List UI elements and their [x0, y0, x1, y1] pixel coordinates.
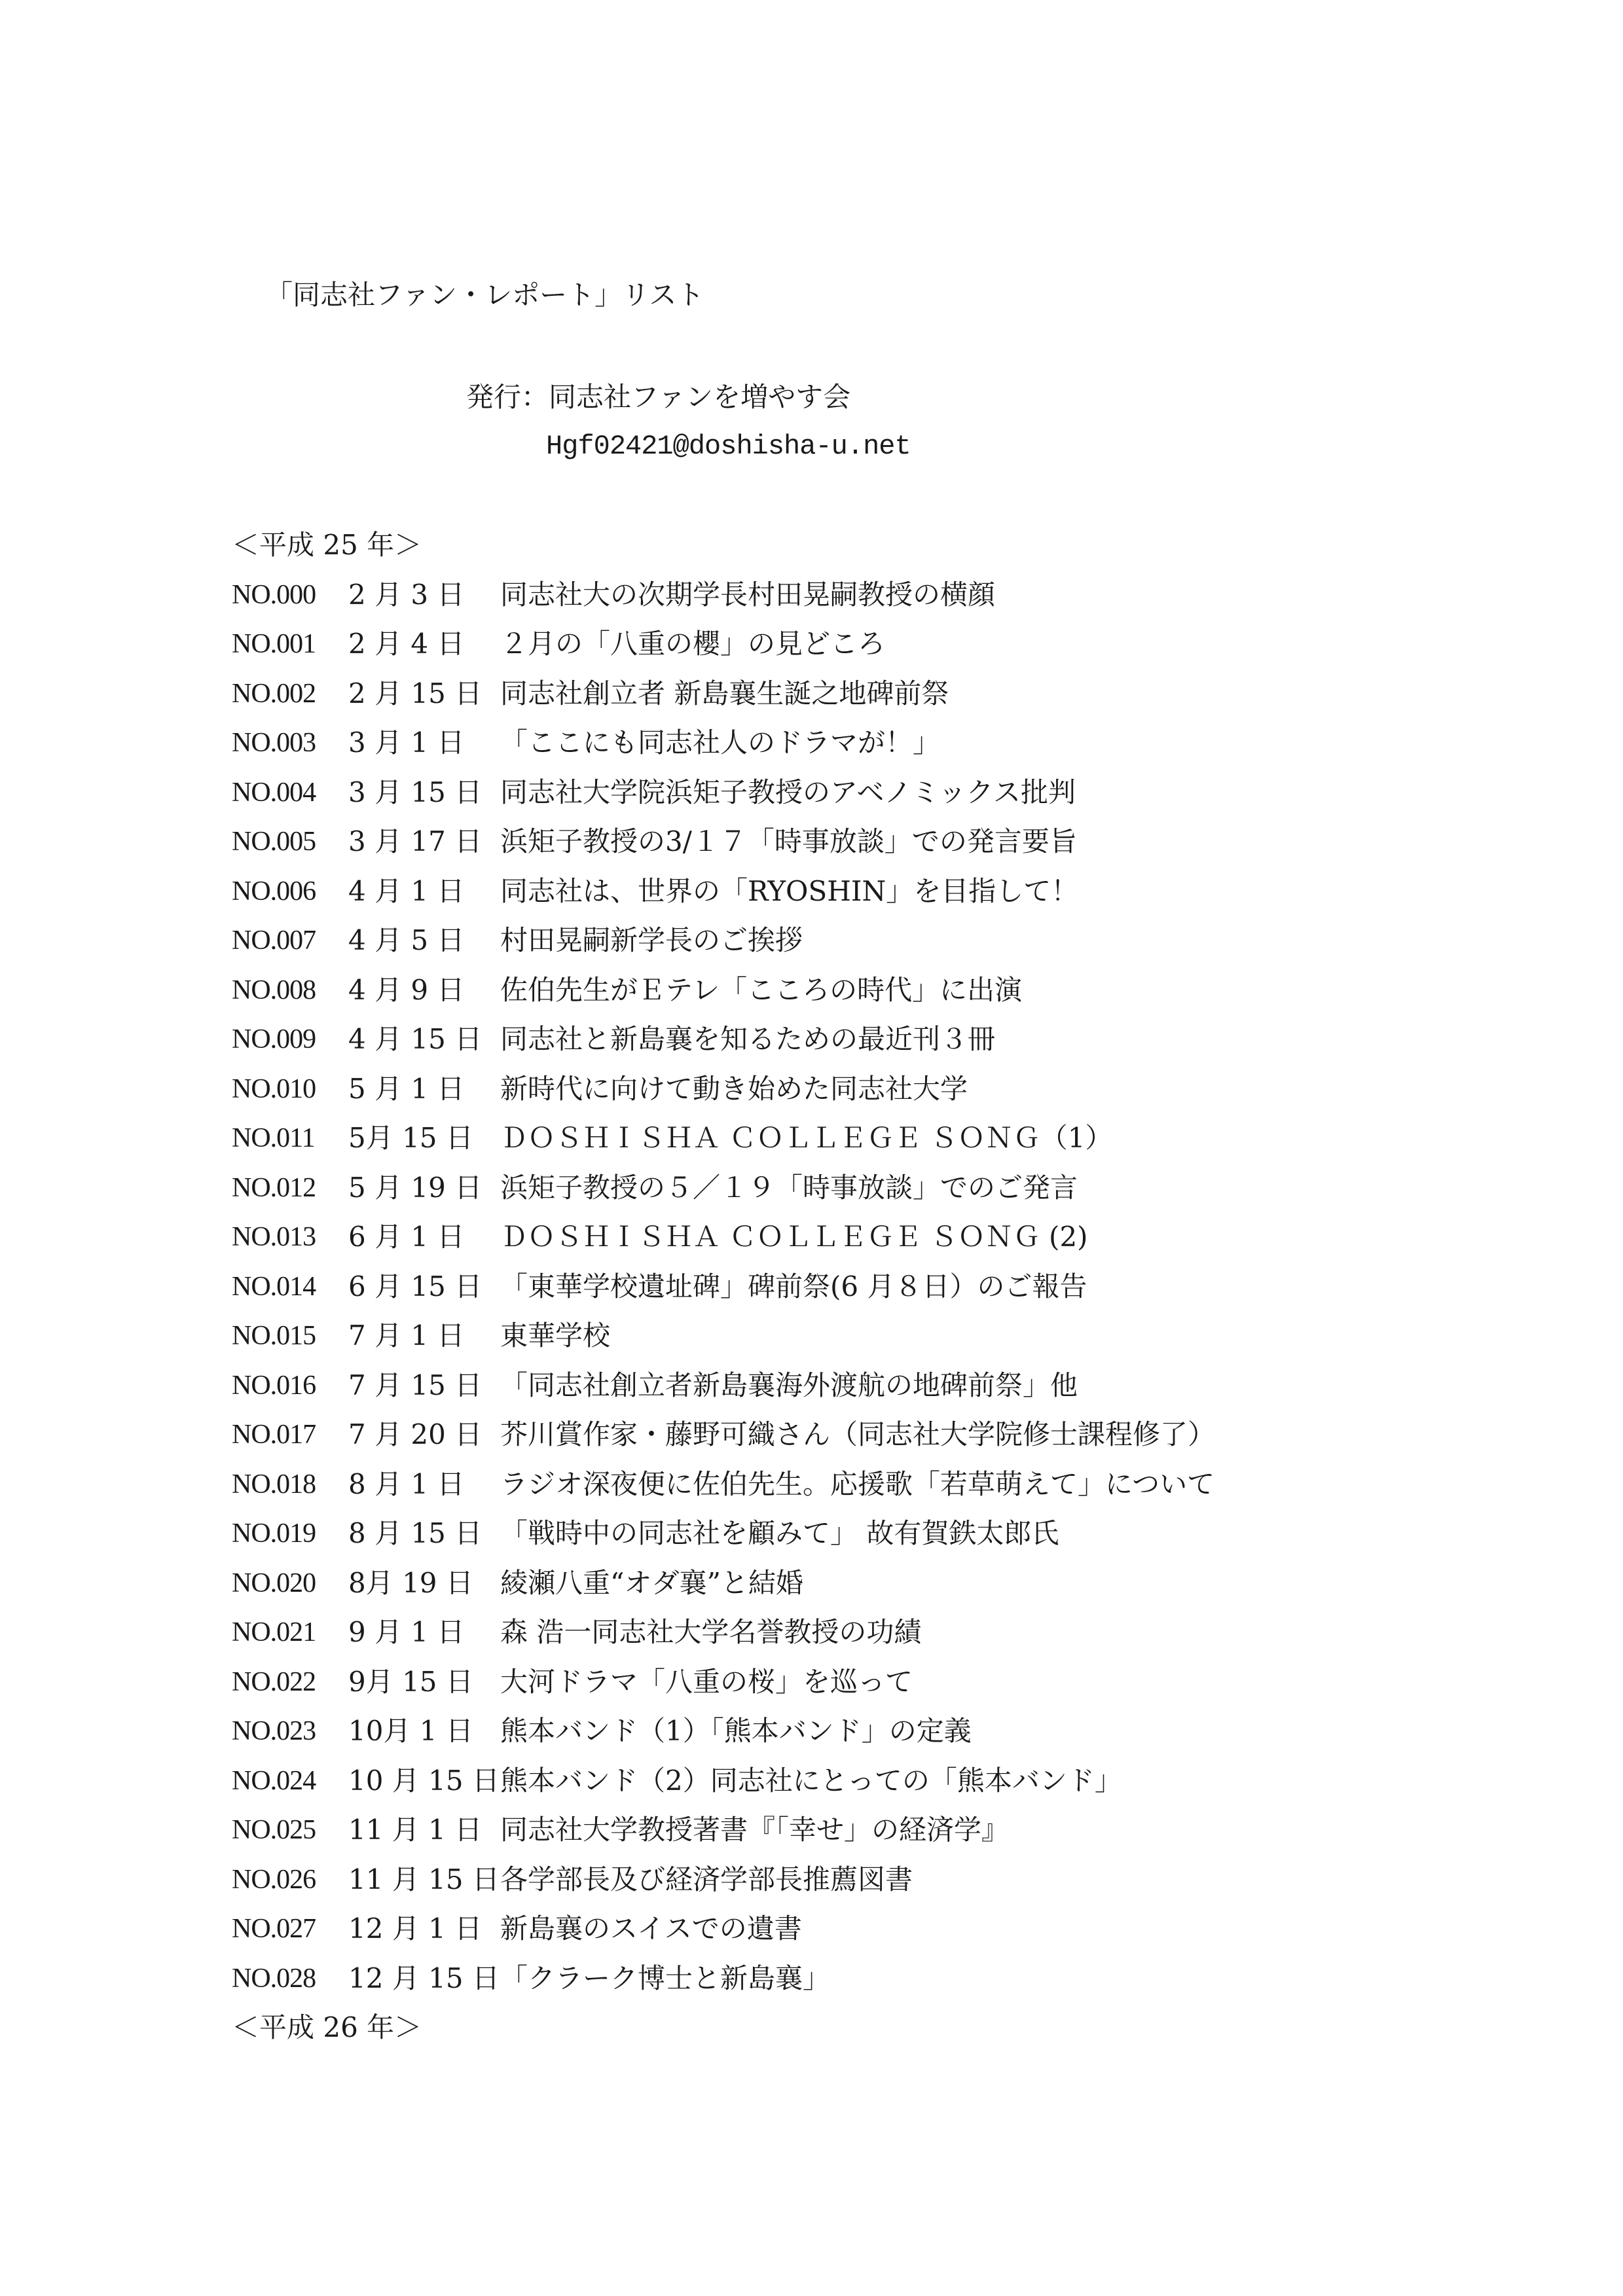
report-title: 大河ドラマ「八重の桜」を巡って: [500, 1665, 913, 1698]
report-title: 佐伯先生がＥテレ「こころの時代」に出演: [500, 973, 1023, 1006]
report-title: 新島襄のスイスでの遺書: [500, 1912, 802, 1945]
report-number: NO.013: [232, 1222, 316, 1252]
list-item: [232, 973, 1023, 1026]
report-date: 2 月 15 日: [348, 677, 483, 709]
report-title: 「東華学校遺址碑」碑前祭(6 月８日）のご報告: [500, 1270, 1087, 1302]
report-number: NO.026: [232, 1864, 316, 1895]
report-number: NO.012: [232, 1172, 316, 1203]
list-item: [232, 1715, 972, 1767]
list-item: [232, 1863, 913, 1916]
report-date: 8月 19 日: [348, 1566, 473, 1599]
report-date: 8 月 1 日: [348, 1467, 465, 1500]
list-item: [232, 874, 1079, 927]
report-date: 4 月 15 日: [348, 1023, 483, 1055]
report-number: NO.021: [232, 1617, 316, 1647]
report-number: NO.020: [232, 1568, 316, 1598]
report-number: NO.022: [232, 1666, 316, 1697]
report-title: 「同志社創立者新島襄海外渡航の地碑前祭」他: [500, 1369, 1078, 1401]
report-date: 4 月 5 日: [348, 924, 465, 956]
list-item: [232, 1962, 831, 2015]
report-date: 9 月 1 日: [348, 1616, 465, 1648]
report-date: 4 月 9 日: [348, 973, 465, 1006]
report-number: NO.024: [232, 1765, 316, 1796]
report-number: NO.008: [232, 975, 316, 1005]
list-item: [232, 1122, 1113, 1174]
report-title: 「クラーク博士と新島襄」: [500, 1962, 831, 1994]
report-title: ＤＯＳＨＩＳＨＡ ＣＯＬＬＥＧＥ ＳＯＮＧ (2): [500, 1221, 1088, 1253]
list-item: [232, 677, 949, 730]
report-number: NO.000: [232, 579, 316, 610]
report-date: 10 月 15 日: [348, 1764, 500, 1797]
report-number: NO.010: [232, 1073, 316, 1104]
list-item: [232, 1171, 1078, 1224]
list-item: [232, 776, 1076, 829]
list-item: [232, 1418, 1216, 1471]
report-date: 7 月 15 日: [348, 1369, 483, 1401]
list-item: [232, 1369, 1078, 1422]
report-date: 8 月 15 日: [348, 1517, 483, 1549]
list-item: [232, 726, 941, 779]
contact-email[interactable]: Hgf02421@doshisha-u.net: [546, 431, 911, 462]
report-title: ２月の「八重の櫻」の見どころ: [500, 628, 886, 660]
report-title: 「戦時中の同志社を顧みて」 故有賀鉄太郎氏: [500, 1517, 1059, 1549]
report-title: 浜矩子教授の５／１９「時事放談」でのご発言: [500, 1171, 1078, 1204]
report-date: 2 月 4 日: [348, 628, 465, 660]
report-title: 芥川賞作家・藤野可織さん（同志社大学院修士課程修了）: [500, 1418, 1216, 1450]
publisher-line: 発行：同志社ファンを増やす会: [466, 381, 851, 413]
report-date: 4 月 1 日: [348, 874, 465, 907]
report-date: 6 月 1 日: [348, 1221, 465, 1253]
report-title: 浜矩子教授の3/１７「時事放談」での発言要旨: [500, 825, 1077, 857]
list-item: [232, 628, 886, 680]
list-item: [232, 1517, 1059, 1570]
report-number: NO.025: [232, 1815, 316, 1845]
report-number: NO.014: [232, 1271, 316, 1302]
report-date: 12 月 15 日: [348, 1962, 500, 1994]
report-title: 同志社大の次期学長村田晃嗣教授の横顔: [500, 578, 996, 611]
report-date: 3 月 17 日: [348, 825, 483, 857]
report-number: NO.009: [232, 1024, 316, 1054]
report-number: NO.006: [232, 876, 316, 906]
report-title: 熊本バンド（2）同志社にとっての「熊本バンド」: [500, 1764, 1122, 1797]
list-item: [232, 1764, 1122, 1817]
report-title: ＤＯＳＨＩＳＨＡ ＣＯＬＬＥＧＥ ＳＯＮＧ（1）: [500, 1122, 1113, 1154]
report-number: NO.005: [232, 827, 316, 857]
report-date: 3 月 1 日: [348, 726, 465, 759]
report-date: 11 月 15 日: [348, 1863, 500, 1895]
list-item: [232, 1912, 802, 1965]
report-title: 「ここにも同志社人のドラマが！」: [500, 726, 941, 759]
report-title: 同志社と新島襄を知るための最近刊３冊: [500, 1023, 996, 1055]
report-title: 同志社創立者 新島襄生誕之地碑前祭: [500, 677, 949, 709]
list-item: [232, 1023, 996, 1075]
list-item: [232, 1467, 1215, 1520]
report-number: NO.011: [232, 1123, 315, 1153]
report-date: 7 月 20 日: [348, 1418, 483, 1450]
report-title: 各学部長及び経済学部長推薦図書: [500, 1863, 913, 1895]
report-number: NO.018: [232, 1469, 316, 1499]
list-item: [232, 1616, 922, 1668]
report-title: 東華学校: [500, 1319, 611, 1352]
report-title: 同志社大学教授著書『「幸せ」の経済学』: [500, 1814, 1010, 1846]
list-item: [232, 1270, 1087, 1323]
report-title: 新時代に向けて動き始めた同志社大学: [500, 1072, 968, 1105]
report-date: 5 月 19 日: [348, 1171, 483, 1204]
report-number: NO.004: [232, 777, 316, 808]
report-number: NO.019: [232, 1518, 316, 1549]
report-date: 9月 15 日: [348, 1665, 473, 1698]
report-date: 5 月 1 日: [348, 1072, 465, 1105]
report-title: 森 浩一同志社大学名誉教授の功績: [500, 1616, 922, 1648]
report-number: NO.027: [232, 1914, 316, 1944]
list-item: [232, 1221, 1088, 1273]
report-list: [232, 529, 1216, 2064]
report-date: 7 月 1 日: [348, 1319, 465, 1352]
report-number: NO.001: [232, 629, 316, 659]
report-date: 12 月 1 日: [348, 1912, 483, 1945]
report-title: 村田晃嗣新学長のご挨拶: [500, 924, 803, 956]
report-date: 11 月 1 日: [348, 1814, 483, 1846]
report-date: 3 月 15 日: [348, 776, 483, 808]
report-date: 6 月 15 日: [348, 1270, 483, 1302]
report-number: NO.016: [232, 1370, 316, 1401]
report-title: 同志社大学院浜矩子教授のアベノミックス批判: [500, 776, 1076, 808]
list-item: [232, 1665, 913, 1718]
list-item: [232, 1319, 611, 1372]
report-number: NO.023: [232, 1716, 316, 1746]
list-item: [232, 1072, 968, 1125]
report-title: ラジオ深夜便に佐伯先生。応援歌「若草萌えて」について: [500, 1467, 1215, 1500]
report-number: NO.002: [232, 678, 316, 709]
report-number: NO.028: [232, 1963, 316, 1994]
report-title: 熊本バンド（1）「熊本バンド」の定義: [500, 1715, 972, 1747]
report-title: 同志社は、世界の「RYOSHIN」を目指して！: [500, 874, 1079, 907]
list-item: [232, 578, 996, 631]
report-date: 2 月 3 日: [348, 578, 465, 611]
year-heading: ＜平成 25 年＞: [232, 529, 422, 561]
report-number: NO.003: [232, 728, 316, 758]
report-date: 5月 15 日: [348, 1122, 473, 1154]
document-title: 「同志社ファン・レポート」リスト: [265, 279, 704, 311]
list-item: [232, 1814, 1010, 1866]
report-date: 10月 1 日: [348, 1715, 473, 1747]
report-number: NO.015: [232, 1321, 316, 1351]
list-item: [232, 825, 1077, 878]
report-number: NO.017: [232, 1420, 316, 1450]
list-item: [232, 1566, 803, 1619]
year-heading: ＜平成 26 年＞: [232, 2011, 422, 2043]
report-number: NO.007: [232, 925, 316, 956]
report-title: 綾瀬八重“オダ襄”と結婚: [500, 1566, 803, 1599]
list-item: [232, 924, 803, 977]
